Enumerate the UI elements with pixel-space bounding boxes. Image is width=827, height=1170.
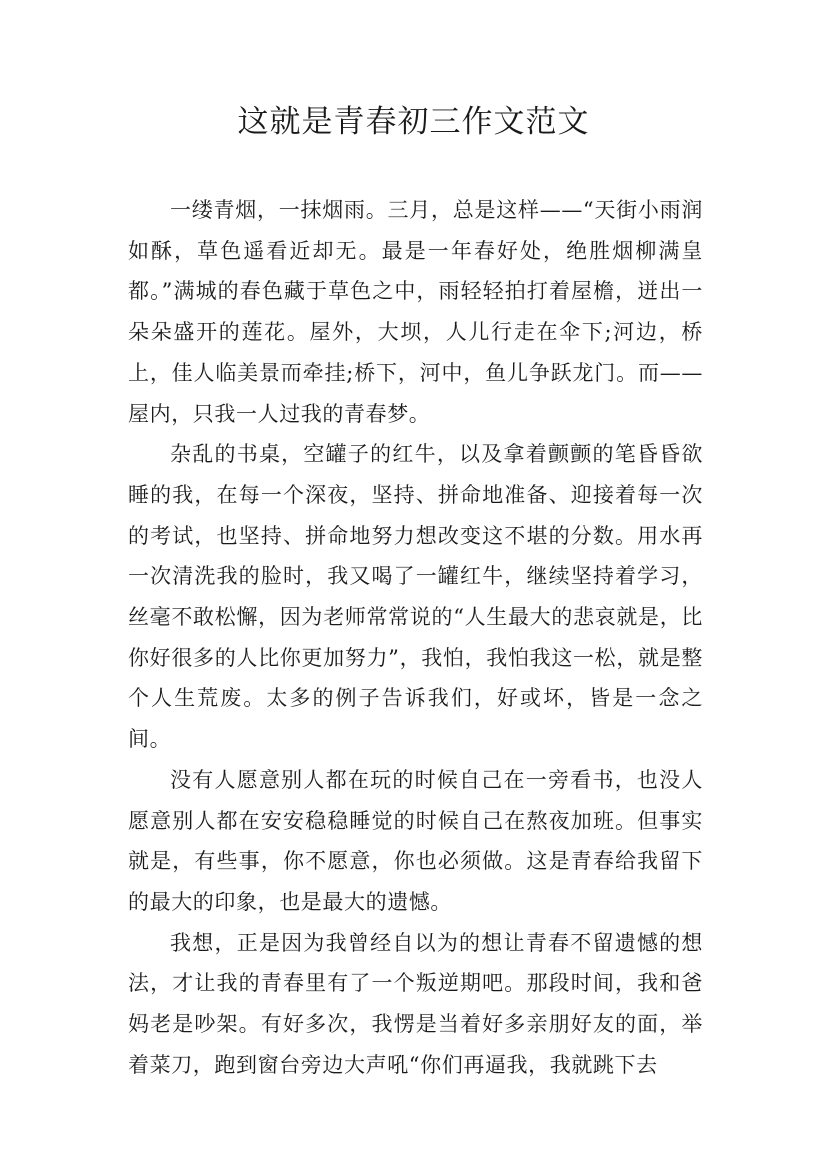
paragraph-4: 我想，正是因为我曾经自以为的想让青春不留遗憾的想法，才让我的青春里有了一个叛逆期吧。那段时间，我和爸妈老是吵架。有好多次，我愣是当着好多亲朋好友的面，举着菜刀，跑到窗台旁边大声吼“你们再逼我，我就跳下去 — [128, 930, 703, 1077]
paragraph-2: 杂乱的书桌，空罐子的红牛，以及拿着颤颤的笔昏昏欲睡的我，在每一个深夜，坚持、拼命地准备、迎接着每一次的考试，也坚持、拼命地努力想改变这不堪的分数。用水再一次清洗我的脸时，我又喝了一罐红牛，继续坚持着学习，丝毫不敢松懈，因为老师常常说的“人生最大的悲哀就是，比你好很多的人比你更加努力”，我怕，我怕我这一松，就是整个人生荒废。太多的例子告诉我们，好或坏，皆是一念之间。 — [128, 442, 703, 752]
paragraph-3: 没有人愿意别人都在玩的时候自己在一旁看书，也没人愿意别人都在安安稳稳睡觉的时候自己在熬夜加班。但事实就是，有些事，你不愿意，你也必须做。这是青春给我留下的最大的印象，也是最大的遗憾。 — [128, 767, 703, 914]
paragraph-1: 一缕青烟，一抹烟雨。三月，总是这样——“天街小雨润如酥，草色遥看近却无。最是一年春好处，绝胜烟柳满皇都。”满城的春色藏于草色之中，雨轻轻拍打着屋檐，迸出一朵朵盛开的莲花。屋外，大坝，人儿行走在伞下;河边，桥上，佳人临美景而牵挂;桥下，河中，鱼儿争跃龙门。而——屋内，只我一人过我的青春梦。 — [128, 198, 703, 426]
document-title: 这就是青春初三作文范文 — [237, 104, 590, 140]
document-body — [128, 190, 703, 1085]
